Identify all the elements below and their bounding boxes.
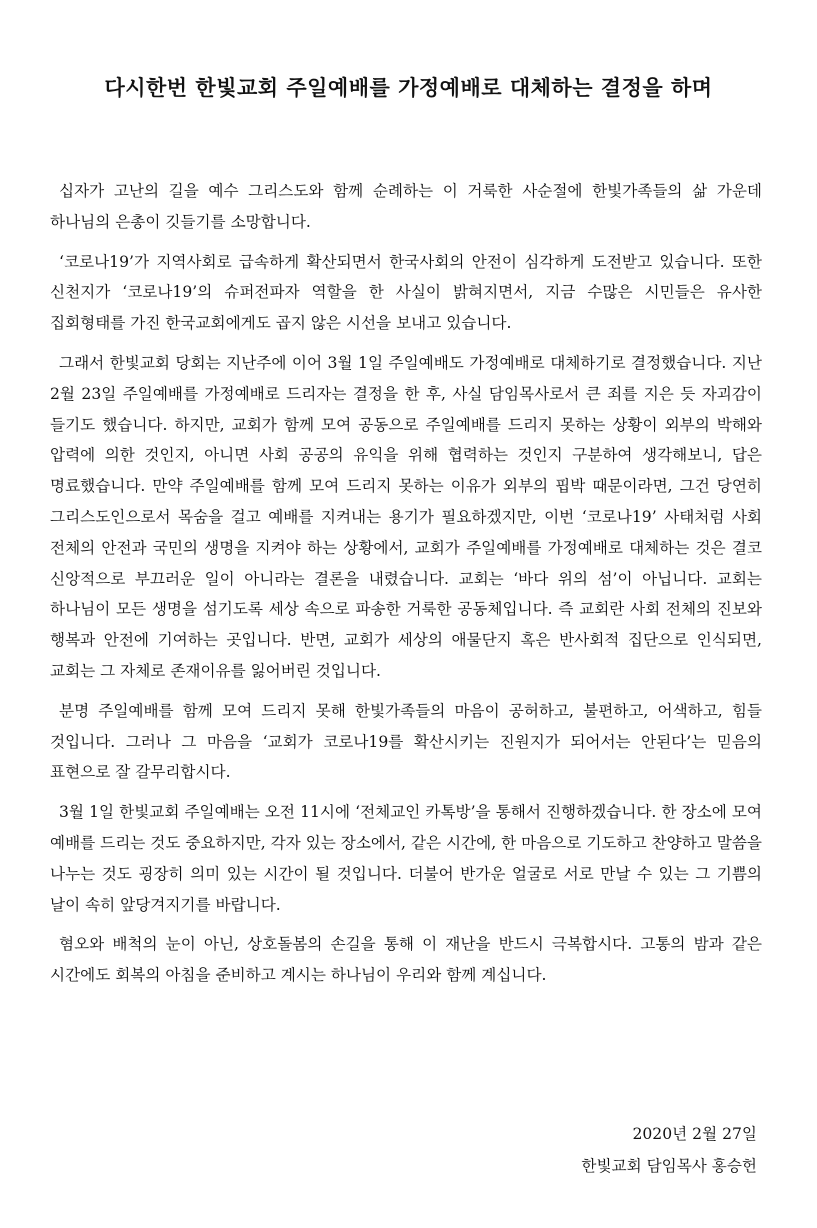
- paragraph-5: 3월 1일 한빛교회 주일예배는 오전 11시에 ‘전체교인 카톡방’을 통해서 진행하겠습니다. 한 장소에 모여 예배를 드리는 것도 중요하지만, 각자 있는 장소에서, 같은 시간에, 한 마음으로 기도하고 찬양하고 말씀을 나누는 것도 굉장히 의미 있는 시간이 될 것입니다. 더불어 반가운 얼굴로 서로 만날 수 있는 그 기쁨의 날이 속히 앞당겨지기를 바랍니다.: [50, 803, 762, 914]
- document-title: 다시한번 한빛교회 주일예배를 가정예배로 대체하는 결정을 하며: [104, 75, 713, 100]
- paragraph-2: ‘코로나19’가 지역사회로 급속하게 확산되면서 한국사회의 안전이 심각하게 도전받고 있습니다. 또한 신천지가 ‘코로나19’의 슈퍼전파자 역할을 한 사실이 밝혀지면서, 지금 수많은 시민들은 유사한 집회형태를 가진 한국교회에게도 곱지 않은 시선을 보내고 있습니다.: [50, 252, 762, 333]
- paragraph-4: 분명 주일예배를 함께 모여 드리지 못해 한빛가족들의 마음이 공허하고, 불편하고, 어색하고, 힘들 것입니다. 그러나 그 마음을 ‘교회가 코로나19를 확산시키는 진원지가 되어서는 안된다’는 믿음의 표현으로 잘 갈무리합시다.: [50, 701, 762, 782]
- document-date: 2020년 2월 27일: [632, 1125, 757, 1143]
- signature-block: [581, 1118, 757, 1182]
- paragraph-1: 십자가 고난의 길을 예수 그리스도와 함께 순례하는 이 거룩한 사순절에 한빛가족들의 삶 가운데 하나님의 은총이 깃들기를 소망합니다.: [50, 182, 762, 231]
- paragraph-6: 혐오와 배척의 눈이 아닌, 상호돌봄의 손길을 통해 이 재난을 반드시 극복합시다. 고통의 밤과 같은 시간에도 회복의 아침을 준비하고 계시는 하나님이 우리와 함께 계십니다.: [50, 935, 762, 985]
- document-body: [50, 176, 762, 1000]
- paragraph-3: 그래서 한빛교회 당회는 지난주에 이어 3월 1일 주일예배도 가정예배로 대체하기로 결정했습니다. 지난 2월 23일 주일예배를 가정예배로 드리자는 결정을 한 후, 사실 담임목사로서 큰 죄를 지은 듯 자괴감이 들기도 했습니다. 하지만, 교회가 함께 모여 공동으로 주일예배를 드리지 못하는 상황이 외부의 박해와 압력에 의한 것인지, 아니면 사회 공공의 유익을 위해 협력하는 것인지 구분하여 생각해보니, 답은 명료했습니다. 만약 주일예배를 함께 모여 드리지 못하는 이유가 외부의 핍박 때문이라면, 그건 당연히 그리스도인으로서 목숨을 걸고 예배를 지켜내는 용기가 필요하겠지만, 이번 ‘코로나19’ 사태처럼 사회 전체의 안전과 국민의 생명을 지켜야 하는 상황에서, 교회가 주일예배를 가정예배로 대체하는 것은 결코 신앙적으로 부끄러운 일이 아니라는 결론을 내렸습니다. 교회는 ‘바다 위의 섬’이 아닙니다. 교회는 하나님이 모든 생명을 섬기도록 세상 속으로 파송한 거룩한 공동체입니다. 즉 교회란 사회 전체의 진보와 행복과 안전에 기여하는 곳입니다. 반면, 교회가 세상의 애물단지 혹은 반사회적 집단으로 인식되면, 교회는 그 자체로 존재이유를 잃어버린 것입니다.: [50, 353, 762, 680]
- document-signature: 한빛교회 담임목사 홍승헌: [581, 1157, 757, 1175]
